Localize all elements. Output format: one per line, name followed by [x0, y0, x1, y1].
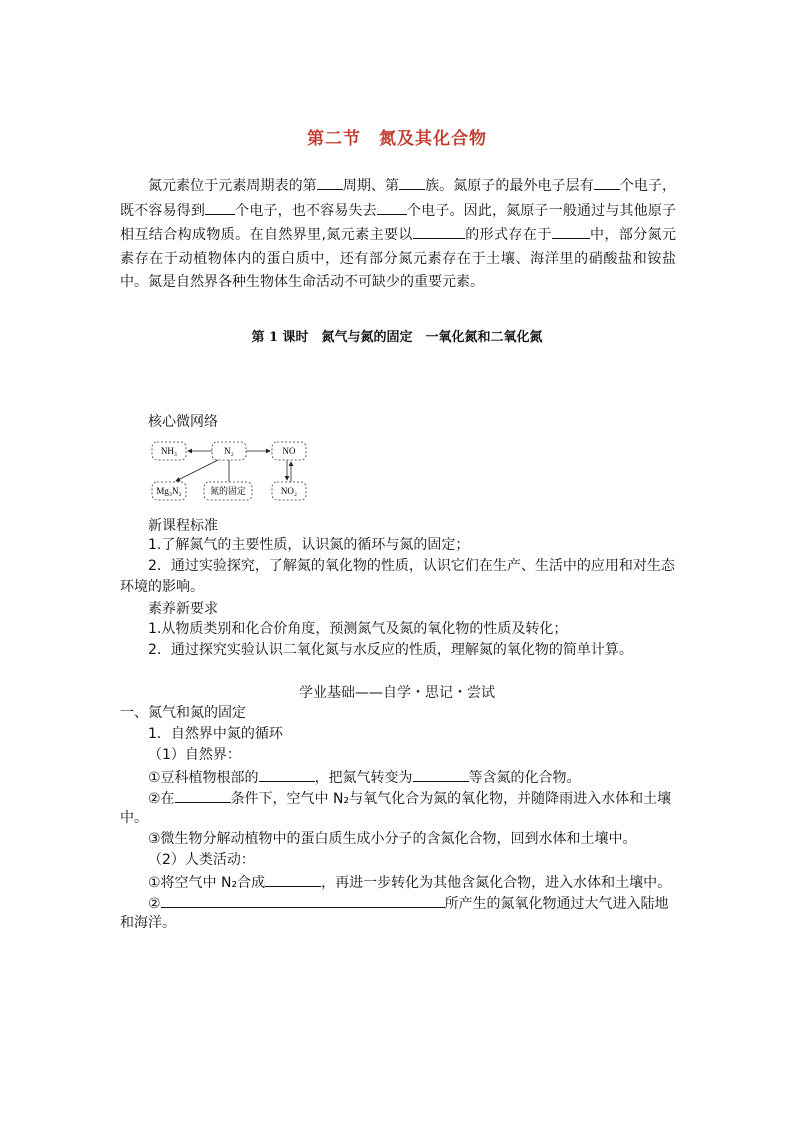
nature-heading: （1）自然界：: [148, 747, 241, 763]
fill-blank[interactable]: [552, 223, 590, 239]
nitrogen-network-diagram: [150, 438, 320, 504]
section-1-heading: 一、氮气和氮的固定: [120, 705, 246, 721]
item-text: ②在: [148, 791, 175, 807]
basics-heading: 学业基础——自学・思记・尝试: [299, 685, 495, 701]
standards-item-2: 2．通过实验探究，了解氮的氧化物的性质，认识它们在生产、生活中的应用和对生态: [148, 558, 675, 574]
node-n2: [212, 442, 246, 460]
literacy-item-2: 2．通过探究实验认识二氧化氮与水反应的性质，理解氮的氧化物的简单计算。: [148, 642, 633, 658]
fill-blank[interactable]: [399, 174, 425, 190]
item-text: ①将空气中 N₂合成: [148, 875, 266, 891]
fill-blank[interactable]: [413, 766, 469, 782]
intro-text: 周期、第: [342, 178, 400, 194]
intro-text: 的形式存在于: [464, 227, 552, 243]
intro-text: 中，: [589, 227, 619, 243]
fill-blank[interactable]: [205, 199, 235, 215]
subsection-1-heading: 1．自然界中氮的循环: [148, 726, 283, 742]
intro-paragraph: [120, 174, 676, 295]
standards-heading: 新课程标准: [148, 518, 218, 534]
arrow-n2-to-mg3n2: [176, 460, 218, 481]
fill-blank[interactable]: [161, 892, 445, 908]
fill-blank[interactable]: [175, 787, 231, 803]
intro-text: 铵盐中。氮是自然界各种生物体生命活动不可缺少的重要元素。: [120, 250, 677, 290]
nature-item-2: [120, 787, 680, 810]
intro-text: 既不容易得到: [120, 202, 205, 219]
node-mg3n2: [152, 482, 186, 500]
item-text: 等含氮的化合物。: [468, 770, 581, 786]
literacy-heading: 素养新要求: [148, 601, 218, 617]
intro-text: 氮元素位于元素周期表的第: [148, 178, 317, 194]
node-nh3: [152, 442, 186, 460]
fill-blank[interactable]: [317, 174, 343, 190]
human-item-1: [120, 871, 680, 894]
intro-text: 部分氮元素存在于动植物体内的蛋白质中，还有部分氮元素存在于土壤、海洋里的硝酸盐和: [120, 227, 677, 267]
network-heading: 核心微网络: [148, 414, 218, 430]
item-text: ②: [148, 896, 161, 912]
standards-item-1: 1.了解氮气的主要性质，认识氮的循环与氮的固定；: [148, 537, 470, 553]
fill-blank[interactable]: [377, 199, 407, 215]
nature-item-2-cont: 中。: [120, 810, 148, 826]
intro-text: 个电子。因此，氮原子一般通过: [406, 202, 606, 219]
item-text: ，再进一步转化为其他含氮化合物，进入水体和土壤中。: [321, 875, 672, 891]
intro-text: 个电子，也不容易失去: [235, 202, 377, 219]
intro-text: 与其他原子相互结合构成物质。在自然界里,氮元素主要以: [120, 202, 677, 243]
node-no2: [272, 482, 306, 500]
human-heading: （2）人类活动：: [148, 852, 255, 868]
fill-blank[interactable]: [594, 174, 620, 190]
item-text: ①豆科植物根部的: [148, 770, 259, 786]
node-fixation: [204, 482, 252, 500]
node-no-label: NO: [282, 446, 296, 456]
item-text: ，把氮气转变为: [314, 770, 413, 786]
node-mg3n2-label: Mg₃N₂: [156, 486, 182, 496]
node-nh3-label: NH₃: [160, 446, 178, 456]
standards-item-2-cont: 环境的影响。: [120, 579, 204, 595]
human-item-2: [120, 892, 680, 915]
literacy-item-1: 1.从物质类别和化合价角度，预测氮气及氮的氧化物的性质及转化；: [148, 621, 568, 637]
node-n2-label: N₂: [224, 446, 234, 456]
node-no: [272, 442, 306, 460]
item-text: 条件下，空气中 N₂与氧气化合为氮的氧化物，并随降雨进入水体和土壤: [230, 791, 672, 807]
fill-blank[interactable]: [413, 223, 465, 239]
node-no2-label: NO₂: [280, 486, 298, 496]
nature-item-3: ③微生物分解动植物中的蛋白质生成小分子的含氮化合物，回到水体和土壤中。: [148, 831, 637, 847]
fill-blank[interactable]: [265, 871, 321, 887]
page-title: 第二节 氮及其化合物: [307, 129, 487, 149]
item-text: 所产生的氮氧化物通过大气进入陆地: [444, 896, 669, 912]
human-item-2-cont: 和海洋。: [120, 915, 176, 931]
node-fixation-label: 氮的固定: [209, 487, 247, 497]
lesson-subtitle: 第 1 课时 氮气与氮的固定 一氧化氮和二氧化氮: [251, 330, 543, 345]
intro-text: 族。氮原子的最外电子层有: [425, 178, 594, 194]
fill-blank[interactable]: [259, 766, 315, 782]
nature-item-1: [120, 766, 680, 789]
intro-text: 个电子，: [619, 178, 677, 194]
